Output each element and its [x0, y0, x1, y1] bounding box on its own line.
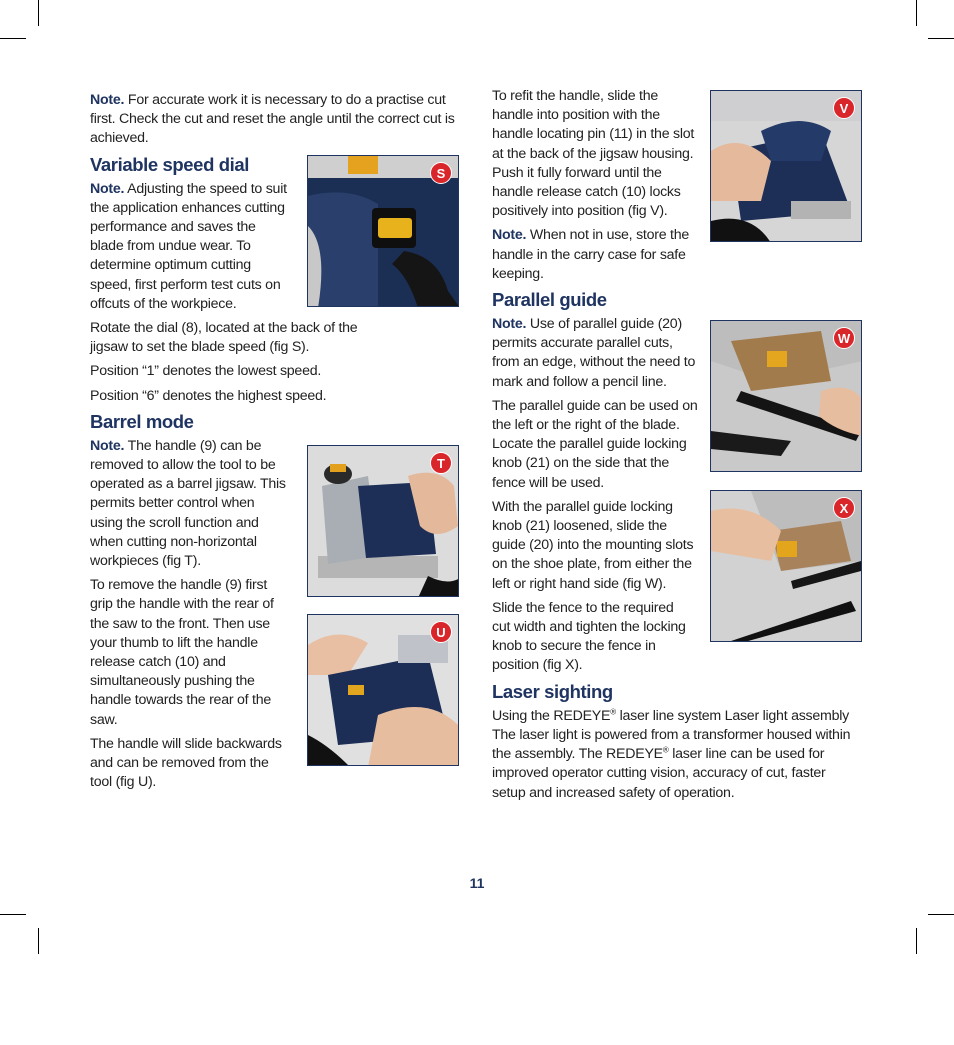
note-text: The handle (9) can be removed to allow the tool to be operated as a barrel jigsaw. This permits better control when using the scroll function and when cutting non-horizontal workpieces (fig T). — [90, 437, 286, 570]
figure-u — [307, 614, 459, 766]
registered-mark: ® — [662, 745, 669, 755]
note-label: Note. — [90, 92, 125, 108]
crop-mark — [38, 0, 39, 26]
registered-mark: ® — [610, 706, 616, 716]
figure-w — [710, 320, 862, 472]
refit-p1: To refit the handle, slide the handle into position with the handle locating pin (11) in the slot at the back of the jigsaw housing. Push it fully forward until the handle release catch (10) locks positively into position (fig V). — [492, 88, 695, 220]
note-label: Note. — [90, 180, 125, 197]
parallel-guide-p2: With the parallel guide locking knob (21) loosened, slide the guide (20) into the mounting slots on the shoe plate, from either the left or right hand side (fig W). — [492, 498, 694, 592]
figure-t — [307, 445, 459, 597]
figure-label-t: T — [430, 452, 452, 474]
note-text: When not in use, store the handle in the carry case for safe keeping. — [492, 227, 690, 282]
note-label: Note. — [492, 316, 527, 333]
laser-text-3: laser line can be used for improved operator cutting vision, accuracy of cut, faster setup and increased safety of operation. — [492, 746, 826, 801]
intro-note — [90, 91, 460, 149]
parallel-guide-p1: The parallel guide can be used on the left or the right of the blade. Locate the parallel guide locking knob (21) on the side that the fence will be used. — [492, 397, 698, 491]
page-number: 11 — [469, 875, 485, 891]
figure-label-s: S — [430, 162, 452, 184]
crop-mark — [928, 914, 954, 915]
laser-text-2: laser line system Laser light assembly The laser light is powered from a transformer housed within the assembly. The REDEYE — [492, 707, 851, 763]
figure-label-x: X — [833, 497, 855, 519]
parallel-guide-note — [492, 315, 697, 392]
crop-mark — [928, 38, 954, 39]
crop-mark — [0, 914, 26, 915]
note-text: Adjusting the speed to suit the application enhances cutting performance and saves the blade from undue wear. To determine optimum cutting speed, first perform test cuts on offcuts of the workpiece. — [90, 180, 287, 312]
crop-mark — [916, 0, 917, 26]
figure-label-w: W — [833, 327, 855, 349]
note-label: Note. — [90, 437, 125, 454]
barrel-mode-p2: The handle will slide backwards and can be removed from the tool (fig U). — [90, 735, 282, 791]
refit-note — [492, 226, 697, 284]
figure-label-v: V — [833, 97, 855, 119]
parallel-guide-p3: Slide the fence to the required cut width and tighten the locking knob to secure the fence in position (fig X). — [492, 599, 686, 674]
barrel-mode-note — [90, 437, 290, 571]
heading-laser-sighting: Laser sighting — [492, 680, 613, 702]
barrel-mode-p1: To remove the handle (9) first grip the handle with the rear of the saw to the front. Then use your thumb to lift the handle release catch (10) and simultaneously pushing the handle towards the rear of the saw. — [90, 577, 274, 728]
figure-label-u: U — [430, 621, 452, 643]
variable-speed-p2: Position “1” denotes the lowest speed. — [90, 363, 322, 380]
variable-speed-note — [90, 180, 290, 314]
laser-text-1: Using the REDEYE — [492, 707, 611, 724]
note-text: For accurate work it is necessary to do a practise cut first. Check the cut and reset the angle until the correct cut is achieved. — [90, 92, 455, 147]
heading-barrel-mode: Barrel mode — [90, 410, 194, 432]
figure-v — [710, 90, 862, 242]
heading-parallel-guide: Parallel guide — [492, 289, 607, 311]
crop-mark — [38, 928, 39, 954]
laser-sighting-text — [492, 707, 862, 803]
crop-mark — [916, 928, 917, 954]
figure-x — [710, 490, 862, 642]
figure-s — [307, 155, 459, 307]
heading-variable-speed-dial: Variable speed dial — [90, 153, 249, 175]
note-text: Use of parallel guide (20) permits accurate parallel cuts, from an edge, without the need to mark and follow a pencil line. — [492, 316, 696, 390]
crop-mark — [0, 38, 26, 39]
note-label: Note. — [492, 227, 527, 244]
variable-speed-p1: Rotate the dial (8), located at the back of the jigsaw to set the blade speed (fig S). — [90, 320, 358, 356]
variable-speed-p3: Position “6” denotes the highest speed. — [90, 387, 327, 404]
